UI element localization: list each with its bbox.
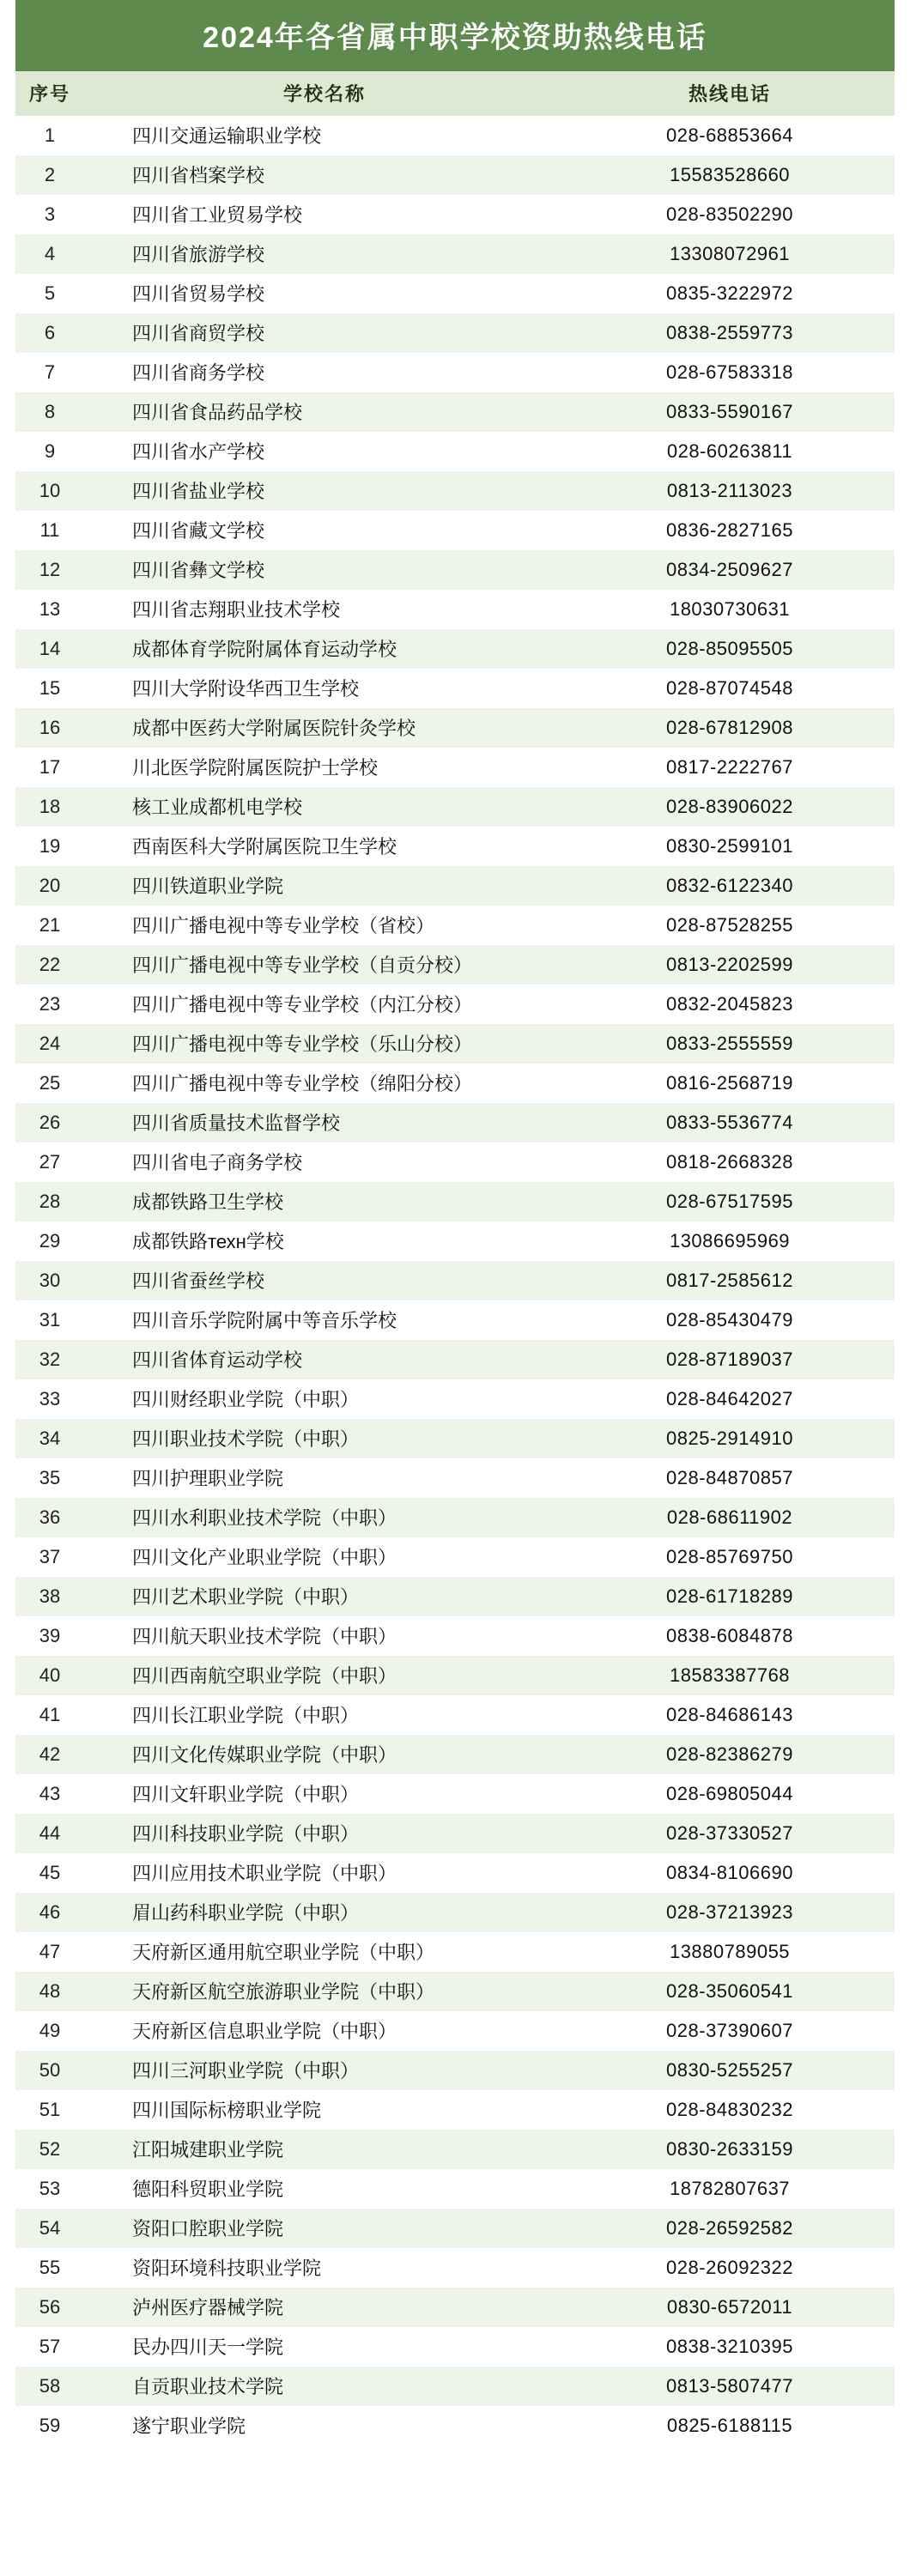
cell-school-name: 四川省档案学校 bbox=[132, 165, 265, 186]
cell-hotline-number: 028-84830232 bbox=[666, 2098, 793, 2120]
cell-hotline-number: 028-87074548 bbox=[666, 676, 793, 699]
cell-index: 40 bbox=[39, 1664, 61, 1686]
table-row bbox=[15, 1300, 895, 1340]
cell-index: 32 bbox=[39, 1348, 61, 1370]
cell-school-name: 遂宁职业学院 bbox=[132, 2415, 246, 2437]
cell-school-name: 四川广播电视中等专业学校（绵阳分校） bbox=[132, 1073, 473, 1094]
table-row bbox=[15, 2367, 895, 2406]
cell-school-name: 四川财经职业学院（中职） bbox=[132, 1389, 360, 1410]
cell-school-name: 四川省食品药品学校 bbox=[132, 402, 303, 423]
cell-school-name: 四川省商贸学校 bbox=[132, 323, 265, 344]
cell-index: 45 bbox=[39, 1861, 61, 1883]
page-title: 2024年各省属中职学校资助热线电话 bbox=[15, 0, 895, 71]
table-row bbox=[15, 2248, 895, 2288]
cell-hotline-number: 0830-6572011 bbox=[666, 2295, 793, 2318]
cell-hotline-number: 028-87528255 bbox=[666, 913, 793, 936]
table-row bbox=[15, 1616, 895, 1656]
cell-index: 17 bbox=[39, 755, 61, 778]
table-row bbox=[15, 353, 895, 392]
cell-school-name: 四川三河职业学院（中职） bbox=[132, 2060, 360, 2082]
cell-index: 6 bbox=[44, 321, 56, 343]
table-row bbox=[15, 1182, 895, 1221]
cell-hotline-number: 15583528660 bbox=[669, 163, 791, 185]
cell-index: 35 bbox=[39, 1466, 61, 1488]
cell-index: 11 bbox=[39, 518, 60, 541]
cell-hotline-number: 0838-6084878 bbox=[666, 1624, 793, 1646]
table-row bbox=[15, 550, 895, 590]
cell-school-name: 德阳科贸职业学院 bbox=[132, 2179, 284, 2200]
cell-hotline-number: 028-37330527 bbox=[666, 1821, 793, 1844]
cell-hotline-number: 13880789055 bbox=[669, 1940, 791, 1962]
cell-index: 33 bbox=[39, 1387, 61, 1409]
cell-index: 36 bbox=[39, 1506, 61, 1528]
cell-hotline-number: 0835-3222972 bbox=[666, 282, 793, 304]
cell-hotline-number: 0832-2045823 bbox=[666, 992, 793, 1015]
cell-index: 53 bbox=[39, 2177, 61, 2199]
cell-school-name: 四川音乐学院附属中等音乐学校 bbox=[132, 1310, 397, 1331]
cell-school-name: 四川艺术职业学院（中职） bbox=[132, 1586, 360, 1608]
cell-index: 21 bbox=[39, 913, 61, 936]
cell-hotline-number: 028-37390607 bbox=[666, 2019, 793, 2041]
cell-school-name: 四川省工业贸易学校 bbox=[132, 204, 303, 226]
cell-hotline-number: 18030730631 bbox=[669, 597, 791, 620]
cell-hotline-number: 028-84870857 bbox=[666, 1466, 793, 1488]
cell-school-name: 川北医学院附属医院护士学校 bbox=[132, 757, 379, 779]
table-row bbox=[15, 1261, 895, 1300]
table-row bbox=[15, 1774, 895, 1814]
cell-index: 3 bbox=[44, 203, 56, 225]
cell-hotline-number: 0830-2633159 bbox=[666, 2137, 793, 2160]
cell-school-name: 四川省质量技术监督学校 bbox=[132, 1112, 341, 1134]
cell-school-name: 天府新区航空旅游职业学院（中职） bbox=[132, 1981, 435, 2003]
cell-school-name: 成都铁路техн学校 bbox=[132, 1231, 284, 1252]
cell-school-name: 四川文化产业职业学院（中职） bbox=[132, 1547, 397, 1568]
table-row bbox=[15, 274, 895, 313]
cell-school-name: 成都体育学院附属体育运动学校 bbox=[132, 639, 397, 660]
cell-hotline-number: 13086695969 bbox=[669, 1229, 791, 1252]
cell-school-name: 四川省水产学校 bbox=[132, 441, 265, 463]
cell-index: 25 bbox=[39, 1071, 61, 1094]
cell-school-name: 天府新区通用航空职业学院（中职） bbox=[132, 1942, 435, 1963]
cell-index: 1 bbox=[44, 124, 56, 146]
cell-hotline-number: 0833-2555559 bbox=[666, 1032, 793, 1054]
column-header-hotline: 热线电话 bbox=[565, 71, 895, 116]
table-row bbox=[15, 1577, 895, 1616]
table-row bbox=[15, 1932, 895, 1972]
table-row bbox=[15, 1814, 895, 1853]
table-row bbox=[15, 234, 895, 274]
table-row bbox=[15, 195, 895, 234]
cell-index: 5 bbox=[44, 282, 56, 304]
cell-hotline-number: 0825-2914910 bbox=[666, 1427, 793, 1449]
table-row bbox=[15, 471, 895, 511]
table-row bbox=[15, 2011, 895, 2051]
cell-hotline-number: 028-83906022 bbox=[666, 795, 793, 817]
cell-hotline-number: 0817-2585612 bbox=[666, 1269, 793, 1291]
table-row bbox=[15, 1537, 895, 1577]
column-header-index: 序号 bbox=[15, 71, 84, 116]
cell-school-name: 四川航天职业技术学院（中职） bbox=[132, 1626, 397, 1647]
cell-school-name: 四川护理职业学院 bbox=[132, 1468, 284, 1489]
cell-index: 27 bbox=[39, 1150, 61, 1173]
table-row bbox=[15, 1498, 895, 1537]
table-row bbox=[15, 748, 895, 787]
cell-index: 44 bbox=[39, 1821, 61, 1844]
cell-index: 26 bbox=[39, 1111, 61, 1133]
cell-hotline-number: 028-67583318 bbox=[666, 361, 793, 383]
table-row bbox=[15, 116, 895, 155]
cell-index: 39 bbox=[39, 1624, 61, 1646]
cell-index: 38 bbox=[39, 1585, 61, 1607]
table-row bbox=[15, 155, 895, 195]
cell-index: 2 bbox=[44, 163, 56, 185]
cell-school-name: 四川长江职业学院（中职） bbox=[132, 1705, 360, 1726]
cell-school-name: 四川广播电视中等专业学校（内江分校） bbox=[132, 994, 473, 1015]
table-row bbox=[15, 1103, 895, 1143]
cell-school-name: 四川广播电视中等专业学校（省校） bbox=[132, 915, 435, 936]
table-row bbox=[15, 1221, 895, 1261]
cell-hotline-number: 0833-5590167 bbox=[666, 400, 793, 422]
cell-school-name: 四川应用技术职业学院（中职） bbox=[132, 1863, 397, 1884]
cell-index: 23 bbox=[39, 992, 61, 1015]
cell-school-name: 四川省志翔职业技术学校 bbox=[132, 599, 341, 621]
table-row bbox=[15, 708, 895, 748]
cell-hotline-number: 028-68853664 bbox=[666, 124, 793, 146]
cell-hotline-number: 0833-5536774 bbox=[666, 1111, 793, 1133]
cell-index: 10 bbox=[39, 479, 61, 501]
cell-school-name: 四川省体育运动学校 bbox=[132, 1349, 303, 1371]
cell-hotline-number: 0825-6188115 bbox=[666, 2414, 793, 2436]
cell-school-name: 四川铁道职业学院 bbox=[132, 876, 284, 897]
cell-index: 58 bbox=[39, 2374, 61, 2397]
cell-index: 54 bbox=[39, 2216, 61, 2239]
table-row bbox=[15, 1458, 895, 1498]
cell-school-name: 四川大学附设华西卫生学校 bbox=[132, 678, 360, 700]
cell-index: 46 bbox=[39, 1900, 61, 1923]
cell-index: 56 bbox=[39, 2295, 61, 2318]
cell-hotline-number: 0832-6122340 bbox=[666, 874, 793, 896]
cell-hotline-number: 028-84686143 bbox=[666, 1703, 793, 1725]
cell-hotline-number: 028-67812908 bbox=[666, 716, 793, 738]
table-row bbox=[15, 1893, 895, 1932]
table-row bbox=[15, 866, 895, 906]
table-row bbox=[15, 906, 895, 945]
cell-school-name: 四川省藏文学校 bbox=[132, 520, 265, 542]
cell-hotline-number: 0830-2599101 bbox=[666, 834, 793, 857]
cell-school-name: 成都铁路卫生学校 bbox=[132, 1191, 284, 1213]
table-row bbox=[15, 2327, 895, 2367]
cell-index: 51 bbox=[39, 2098, 61, 2120]
cell-school-name: 成都中医药大学附属医院针灸学校 bbox=[132, 718, 416, 739]
cell-hotline-number: 028-61718289 bbox=[666, 1585, 793, 1607]
cell-hotline-number: 028-60263811 bbox=[666, 439, 793, 462]
cell-index: 12 bbox=[39, 558, 61, 580]
cell-hotline-number: 0817-2222767 bbox=[666, 755, 793, 778]
cell-index: 13 bbox=[39, 597, 61, 620]
cell-school-name: 四川职业技术学院（中职） bbox=[132, 1428, 360, 1450]
cell-hotline-number: 0830-5255257 bbox=[666, 2058, 793, 2081]
cell-school-name: 四川省盐业学校 bbox=[132, 481, 265, 502]
cell-school-name: 泸州医疗器械学院 bbox=[132, 2297, 284, 2318]
hotline-table bbox=[15, 71, 895, 2446]
table-row bbox=[15, 629, 895, 669]
cell-index: 55 bbox=[39, 2256, 61, 2278]
cell-index: 29 bbox=[39, 1229, 61, 1252]
table-row bbox=[15, 2288, 895, 2327]
cell-hotline-number: 028-85430479 bbox=[666, 1308, 793, 1330]
cell-hotline-number: 0813-2202599 bbox=[666, 953, 793, 975]
cell-school-name: 四川省贸易学校 bbox=[132, 283, 265, 305]
cell-hotline-number: 028-69805044 bbox=[666, 1782, 793, 1804]
cell-index: 47 bbox=[39, 1940, 61, 1962]
cell-hotline-number: 028-82386279 bbox=[666, 1743, 793, 1765]
cell-hotline-number: 028-68611902 bbox=[666, 1506, 793, 1528]
cell-index: 24 bbox=[39, 1032, 61, 1054]
cell-hotline-number: 18782807637 bbox=[669, 2177, 791, 2199]
cell-hotline-number: 0836-2827165 bbox=[666, 518, 793, 541]
cell-index: 48 bbox=[39, 1979, 61, 2002]
cell-school-name: 资阳环境科技职业学院 bbox=[132, 2258, 322, 2279]
cell-index: 49 bbox=[39, 2019, 61, 2041]
cell-school-name: 四川省旅游学校 bbox=[132, 244, 265, 265]
cell-school-name: 眉山药科职业学院（中职） bbox=[132, 1902, 360, 1924]
table-row bbox=[15, 2169, 895, 2209]
cell-school-name: 四川省蚕丝学校 bbox=[132, 1270, 265, 1292]
cell-school-name: 核工业成都机电学校 bbox=[132, 797, 303, 818]
table-row bbox=[15, 1024, 895, 1064]
table-row bbox=[15, 1143, 895, 1182]
table-row bbox=[15, 2090, 895, 2130]
column-header-school-name: 学校名称 bbox=[84, 71, 565, 116]
cell-hotline-number: 0813-2113023 bbox=[666, 479, 793, 501]
cell-school-name: 资阳口腔职业学院 bbox=[132, 2218, 284, 2240]
cell-hotline-number: 028-35060541 bbox=[666, 1979, 793, 2002]
cell-hotline-number: 0838-3210395 bbox=[666, 2335, 793, 2357]
cell-index: 31 bbox=[39, 1308, 61, 1330]
cell-school-name: 四川省电子商务学校 bbox=[132, 1152, 303, 1173]
cell-index: 14 bbox=[39, 637, 61, 659]
cell-index: 4 bbox=[44, 242, 56, 264]
table-row bbox=[15, 313, 895, 353]
cell-hotline-number: 028-87189037 bbox=[666, 1348, 793, 1370]
cell-school-name: 四川水利职业技术学院（中职） bbox=[132, 1507, 397, 1529]
cell-hotline-number: 0818-2668328 bbox=[666, 1150, 793, 1173]
cell-hotline-number: 0813-5807477 bbox=[666, 2374, 793, 2397]
cell-hotline-number: 028-84642027 bbox=[666, 1387, 793, 1409]
cell-school-name: 自贡职业技术学院 bbox=[132, 2376, 284, 2397]
cell-school-name: 四川文轩职业学院（中职） bbox=[132, 1784, 360, 1805]
table-row bbox=[15, 432, 895, 471]
cell-index: 16 bbox=[39, 716, 61, 738]
cell-school-name: 民办四川天一学院 bbox=[132, 2337, 284, 2358]
cell-index: 9 bbox=[44, 439, 56, 462]
cell-school-name: 四川交通运输职业学校 bbox=[132, 125, 322, 147]
cell-index: 59 bbox=[39, 2414, 61, 2436]
cell-index: 52 bbox=[39, 2137, 61, 2160]
table-row bbox=[15, 1064, 895, 1103]
cell-index: 30 bbox=[39, 1269, 61, 1291]
table-row bbox=[15, 1735, 895, 1774]
cell-school-name: 四川省商务学校 bbox=[132, 362, 265, 384]
cell-hotline-number: 0816-2568719 bbox=[666, 1071, 793, 1094]
table-row bbox=[15, 1379, 895, 1419]
table-row bbox=[15, 2209, 895, 2248]
table-row bbox=[15, 2406, 895, 2446]
cell-hotline-number: 028-26592582 bbox=[666, 2216, 793, 2239]
cell-index: 34 bbox=[39, 1427, 61, 1449]
table-row bbox=[15, 590, 895, 629]
table-row bbox=[15, 2130, 895, 2169]
cell-index: 41 bbox=[39, 1703, 61, 1725]
table-body bbox=[15, 116, 895, 2446]
cell-hotline-number: 028-85769750 bbox=[666, 1545, 793, 1567]
table-row bbox=[15, 511, 895, 550]
cell-hotline-number: 028-85095505 bbox=[666, 637, 793, 659]
table-row bbox=[15, 827, 895, 866]
cell-index: 19 bbox=[39, 834, 61, 857]
cell-school-name: 四川广播电视中等专业学校（自贡分校） bbox=[132, 955, 473, 976]
cell-index: 28 bbox=[39, 1190, 61, 1212]
table-row bbox=[15, 669, 895, 708]
table-row bbox=[15, 1853, 895, 1893]
cell-index: 7 bbox=[44, 361, 56, 383]
table-row bbox=[15, 392, 895, 432]
cell-school-name: 四川科技职业学院（中职） bbox=[132, 1823, 360, 1845]
cell-index: 20 bbox=[39, 874, 61, 896]
table-header-row bbox=[15, 71, 895, 116]
table-row bbox=[15, 1656, 895, 1695]
cell-index: 57 bbox=[39, 2335, 61, 2357]
cell-hotline-number: 0838-2559773 bbox=[666, 321, 793, 343]
cell-school-name: 四川国际标榜职业学院 bbox=[132, 2100, 322, 2121]
table-row bbox=[15, 2051, 895, 2090]
cell-school-name: 天府新区信息职业学院（中职） bbox=[132, 2021, 397, 2042]
cell-hotline-number: 028-83502290 bbox=[666, 203, 793, 225]
cell-index: 50 bbox=[39, 2058, 61, 2081]
table-row bbox=[15, 1419, 895, 1458]
cell-school-name: 江阳城建职业学院 bbox=[132, 2139, 284, 2161]
cell-index: 43 bbox=[39, 1782, 61, 1804]
cell-index: 8 bbox=[44, 400, 56, 422]
cell-school-name: 四川文化传媒职业学院（中职） bbox=[132, 1744, 397, 1766]
cell-hotline-number: 18583387768 bbox=[669, 1664, 791, 1686]
cell-school-name: 四川广播电视中等专业学校（乐山分校） bbox=[132, 1033, 473, 1055]
table-row bbox=[15, 985, 895, 1024]
cell-school-name: 四川西南航空职业学院（中职） bbox=[132, 1665, 397, 1687]
cell-hotline-number: 13308072961 bbox=[669, 242, 791, 264]
table-row bbox=[15, 945, 895, 985]
cell-index: 37 bbox=[39, 1545, 61, 1567]
table-header bbox=[15, 71, 895, 116]
table-row bbox=[15, 1340, 895, 1379]
cell-hotline-number: 028-67517595 bbox=[666, 1190, 793, 1212]
cell-school-name: 西南医科大学附属医院卫生学校 bbox=[132, 836, 397, 858]
cell-index: 22 bbox=[39, 953, 61, 975]
cell-hotline-number: 0834-8106690 bbox=[666, 1861, 793, 1883]
cell-index: 42 bbox=[39, 1743, 61, 1765]
table-row bbox=[15, 787, 895, 827]
cell-index: 15 bbox=[39, 676, 61, 699]
cell-hotline-number: 028-37213923 bbox=[666, 1900, 793, 1923]
cell-hotline-number: 0834-2509627 bbox=[666, 558, 793, 580]
table-row bbox=[15, 1972, 895, 2011]
cell-index: 18 bbox=[39, 795, 61, 817]
cell-school-name: 四川省彝文学校 bbox=[132, 560, 265, 581]
table-row bbox=[15, 1695, 895, 1735]
cell-hotline-number: 028-26092322 bbox=[666, 2256, 793, 2278]
